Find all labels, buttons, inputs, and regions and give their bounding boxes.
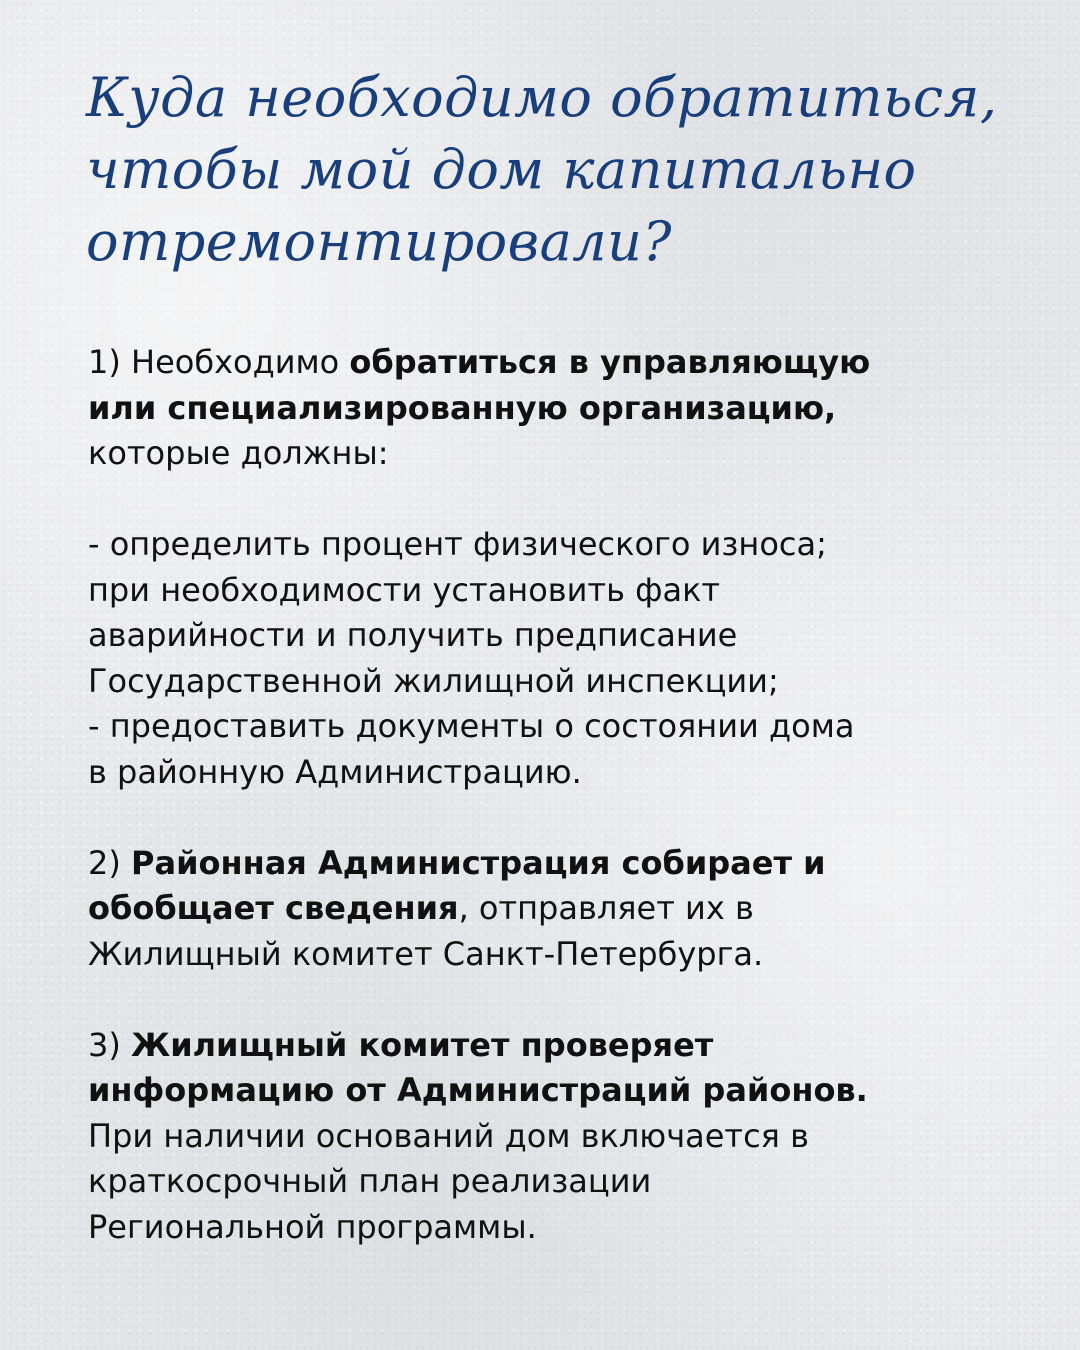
step-3-rest-line: Региональной программы. [88, 1207, 537, 1246]
step-2-line-1 [88, 841, 988, 887]
page-title [86, 62, 1016, 278]
step-3-bold-2: информацию от Администраций районов. [88, 1071, 868, 1109]
duties-line: Государственной жилищной инспекции; [88, 661, 779, 700]
paragraph-spacer [88, 977, 988, 1023]
step-2-rest-1: , отправляет их в [458, 889, 754, 927]
title-line-1: Куда необходимо обратиться, [86, 66, 998, 129]
paragraph-spacer [88, 477, 988, 523]
step-2-bold-2: обобщает сведения [88, 889, 459, 927]
step-2-prefix: 2) [88, 843, 132, 882]
step-2-bold-1: Районная Администрация собирает и [131, 843, 826, 882]
step-2-line-2 [88, 886, 988, 932]
step-3-prefix: 3) [88, 1025, 132, 1064]
duties-line: при необходимости установить факт [88, 570, 721, 609]
step-3-paragraph [88, 1023, 988, 1251]
duties-line: аварийности и получить предписание [88, 616, 738, 654]
step-3-rest-line: краткосрочный план реализации [88, 1162, 652, 1200]
step-3-rest-line: При наличии оснований дом включается в [88, 1116, 809, 1155]
step-2-paragraph [88, 841, 988, 978]
step-1-line-1 [88, 340, 988, 386]
step-1-bold-2: или специализированную организацию, [88, 388, 837, 427]
body-text [88, 340, 988, 1250]
duties-list [88, 522, 988, 795]
duties-line: - предоставить документы о состоянии дома [88, 707, 855, 745]
step-1-paragraph [88, 340, 988, 477]
step-3-bold-1: Жилищный комитет проверяет [131, 1025, 714, 1064]
step-1-bold-1: обратиться в управляющую [349, 343, 871, 381]
step-1-prefix: 1) Необходимо [88, 343, 350, 381]
paragraph-spacer [88, 795, 988, 841]
step-2-rest-2: Жилищный комитет Санкт-Петербурга. [88, 934, 764, 973]
duties-line: в районную Администрацию. [88, 752, 582, 791]
step-1-rest: которые должны: [88, 434, 389, 472]
duties-line: - определить процент физического износа; [88, 525, 827, 563]
title-line-2: чтобы мой дом капитально [86, 138, 917, 201]
title-line-3: отремонтировали? [86, 210, 672, 273]
step-3-line-1 [88, 1023, 988, 1069]
